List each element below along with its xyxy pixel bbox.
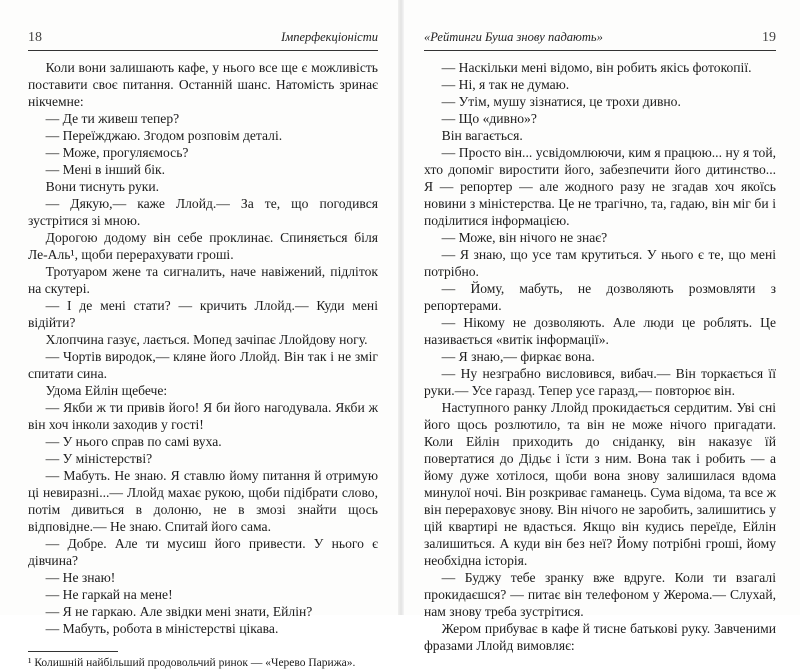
- right-page-header: [424, 30, 776, 51]
- paragraph: — Мабуть. Не знаю. Я ставлю йому питання й отримую ці невиразні...— Ллойд махає рукою, щоби підібрати слово, потім дивиться в долоню, не в змозі знайти щось відповідне.— Не знаю. Спитай його сама.: [28, 468, 378, 534]
- paragraph: — Чортів виродок,— кляне його Ллойд. Він так і не зміг спитати сина.: [28, 349, 378, 381]
- paragraph: — Я не гаркаю. Але звідки мені знати, Ейлін?: [45, 604, 313, 619]
- paragraph: — Наскільки мені відомо, він робить якісь фотокопії.: [441, 60, 752, 75]
- paragraph: — Не гаркай на мене!: [45, 587, 173, 602]
- paragraph: — Переїжджаю. Згодом розповім деталі.: [45, 128, 283, 143]
- left-running-head: Імперфекціоністи: [281, 30, 378, 44]
- paragraph: — Утім, мушу зізнатися, це трохи дивно.: [441, 94, 681, 109]
- paragraph: — Що «дивно»?: [441, 111, 537, 126]
- paragraph: — Якби ж ти привів його! Я би його нагодувала. Якби ж він хоч інколи заходив у гості!: [28, 400, 378, 432]
- paragraph: Тротуаром жене та сигналить, наче навіжений, підліток на скутері.: [28, 264, 378, 296]
- paragraph: — Буджу тебе зранку вже вдруге. Коли ти взагалі прокидаєшся? — питає він телефоном у Жерома.— Слухай, нам знову треба зустрітися.: [424, 570, 776, 619]
- paragraph: — Я знаю, що усе там крутиться. У нього є те, що мені потрібно.: [424, 247, 776, 279]
- paragraph: — У нього справ по самі вуха.: [45, 434, 222, 449]
- left-page: [28, 30, 378, 670]
- paragraph: — Де ти живеш тепер?: [45, 111, 180, 126]
- paragraph: — Добре. Але ти мусиш його привести. У нього є дівчина?: [28, 536, 378, 568]
- paragraph: — Може, прогуляємось?: [45, 145, 189, 160]
- paragraph: Наступного ранку Ллойд прокидається сердитим. Уві сні його щось розлютило, та він не може нічого пригадати. Коли Ейлін приходить до сніданку, він наказує їй повертатися до Дідьє і їсти з ним. Вона так і робить — а йому дуже хотілося, щоби вона знову залишилася вдома минулої ночі. Він розкриває гаманець. Сума відома, та все ж він перераховує знову. Він нічого не заробить, залишитись у цій квартирі не вдасться. Якщо він кудись переїде, Ейлін залишиться. А куди він без неї? Йому потрібні гроші, йому необхідна історія.: [424, 400, 776, 568]
- right-page-body: [424, 59, 776, 654]
- right-page: [424, 30, 776, 654]
- paragraph: Удома Ейлін щебече:: [45, 383, 168, 398]
- paragraph: — Ні, я так не думаю.: [441, 77, 570, 92]
- paragraph: — Я знаю,— фиркає вона.: [441, 349, 595, 364]
- paragraph: Хлопчина газує, лається. Мопед зачіпає Ллойдову ногу.: [45, 332, 368, 347]
- paragraph: Коли вони залишають кафе, у нього все ще є можливість поставити своє питання. Останній шанс. Натомість зринає нікчемне:: [28, 60, 378, 109]
- paragraph: — Не знаю!: [45, 570, 116, 585]
- paragraph: — Просто він... усвідомлюючи, ким я працюю... ну я той, хто допоміг виростити його, забезпечити його дитинство... Я — репортер — але жодного разу не згадав хоч якоїсь новини з міністерства. Це не трагічно, та, гадаю, він міг би і поділитися інформацією.: [424, 145, 776, 228]
- paragraph: — Йому, мабуть, не дозволяють розмовляти з репортерами.: [424, 281, 776, 313]
- paragraph: Жером прибуває в кафе й тисне батькові руку. Завченими фразами Ллойд вимовляє:: [424, 621, 776, 653]
- paragraph: Дорогою додому він себе проклинає. Спиняється біля Ле-Аль¹, щоби перерахувати гроші.: [28, 230, 378, 262]
- paragraph: — Ну незграбно висловився, вибач.— Він торкається її руки.— Усе гаразд. Тепер усе гаразд,— повторює він.: [424, 366, 776, 398]
- footnote: ¹ Колишній найбільший продовольчий ринок — «Черево Парижа».: [28, 657, 356, 669]
- footnote-rule: [28, 651, 118, 652]
- book-gutter: [398, 0, 404, 615]
- paragraph: — У міністерстві?: [45, 451, 153, 466]
- paragraph: — Нікому не дозволяють. Але люди це роблять. Це називається «витік інформації».: [424, 315, 776, 347]
- left-page-number: 18: [28, 30, 42, 45]
- right-running-head: «Рейтинги Буша знову падають»: [424, 30, 603, 44]
- paragraph: — Мені в інший бік.: [45, 162, 166, 177]
- left-page-header: [28, 30, 378, 51]
- paragraph: — Може, він нічого не знає?: [441, 230, 608, 245]
- paragraph: — Дякую,— каже Ллойд.— За те, що погодився зустрітися зі мною.: [28, 196, 378, 228]
- paragraph: Він вагається.: [441, 128, 523, 143]
- left-page-body: [28, 59, 378, 637]
- paragraph: Вони тиснуть руки.: [45, 179, 160, 194]
- paragraph: — Мабуть, робота в міністерстві цікава.: [45, 621, 279, 636]
- right-page-number: 19: [762, 30, 776, 45]
- paragraph: — І де мені стати? — кричить Ллойд.— Куди мені відійти?: [28, 298, 378, 330]
